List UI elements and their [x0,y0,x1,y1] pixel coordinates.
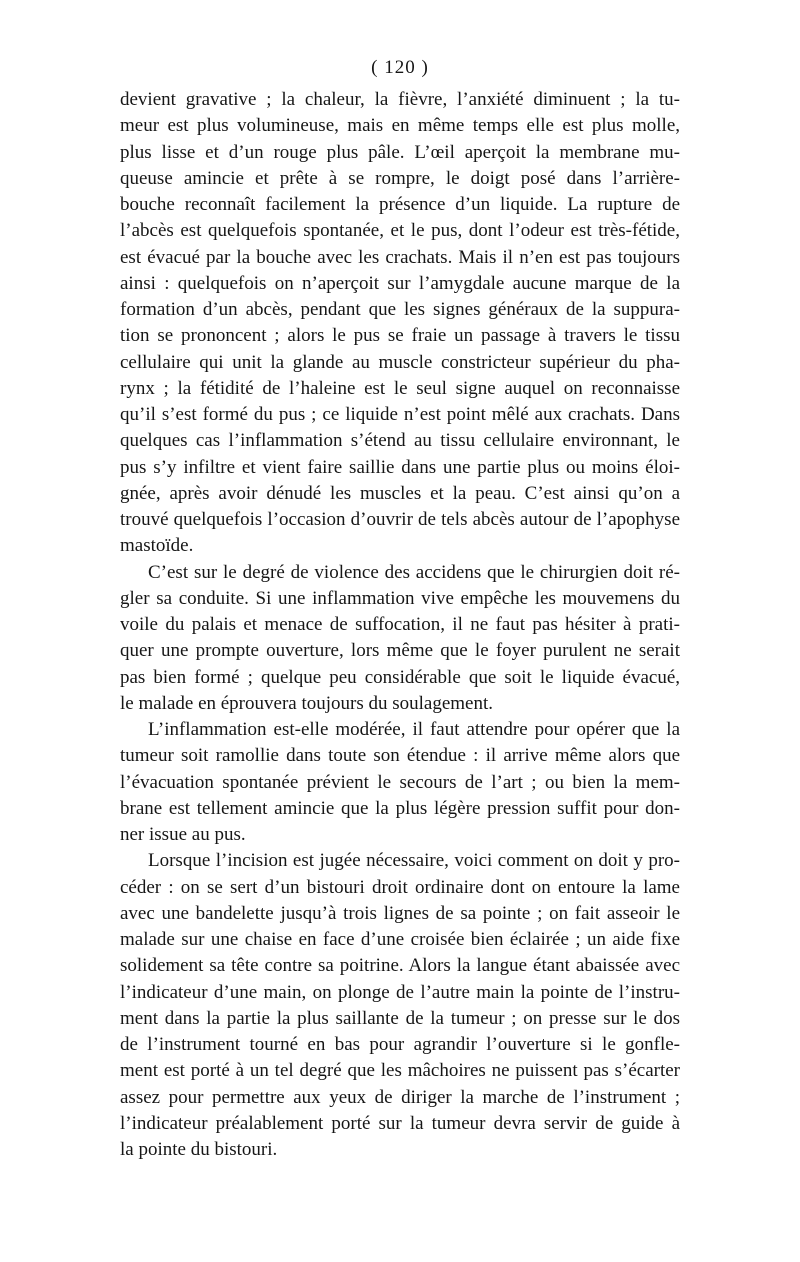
text-line: plus lisse et d’un rouge plus pâle. L’œil aperçoit la membrane mu- [120,141,680,163]
text-line: assez pour permettre aux yeux de diriger la marche de l’instrument ; [120,1086,680,1108]
paragraph-2 [120,560,680,718]
page-number: ( 120 ) [371,57,429,78]
text-line: ainsi : quelquefois on n’aperçoit sur l’amygdale aucune marque de la [120,272,680,294]
text-line: malade sur une chaise en face d’une croisée bien éclairée ; un aide fixe [120,929,680,950]
text-line: de l’instrument tourné en bas pour agrandir l’ouverture si le gonfle- [120,1034,680,1055]
text-line: ment est porté à un tel degré que les mâchoires ne puissent pas s’écarter [120,1060,680,1082]
text-line: queuse amincie et prête à se rompre, le doigt posé dans l’arrière- [120,167,680,189]
text-line: l’abcès est quelquefois spontanée, et le pus, dont l’odeur est très-fétide, [120,220,680,242]
paragraph-4 [120,848,680,1163]
body-text [120,87,680,1163]
text-line: quer une prompte ouverture, lors même que le foyer purulent ne serait [120,640,680,662]
text-line: trouvé quelquefois l’occasion d’ouvrir de tels abcès autour de l’apophyse [120,509,680,530]
text-line: gnée, après avoir dénudé les muscles et la peau. C’est ainsi qu’on a [120,482,680,504]
text-line: ner issue au pus. [120,824,246,845]
text-line: solidement sa tête contre sa poitrine. Alors la langue étant abaissée avec [120,955,680,977]
paragraph-1 [120,87,680,560]
text-line: devient gravative ; la chaleur, la fièvre, l’anxiété diminuent ; la tu- [120,89,680,110]
text-line: la pointe du bistouri. [120,1139,278,1160]
text-line: L’inflammation est-elle modérée, il faut attendre pour opérer que la [148,719,680,740]
text-line: brane est tellement amincie que la plus légère pression suffit pour don- [120,797,680,819]
text-line: céder : on se sert d’un bistouri droit ordinaire dont on entoure la lame [120,876,680,898]
text-line: C’est sur le degré de violence des accidens que le chirurgien doit ré- [148,561,680,583]
text-line: l’évacuation spontanée prévient le secours de l’art ; ou bien la mem- [120,771,680,793]
text-line: tumeur soit ramollie dans toute son étendue : il arrive même alors que [120,745,680,767]
text-line: l’indicateur préalablement porté sur la tumeur devra servir de guide à [120,1112,680,1134]
text-line: voile du palais et menace de suffocation, il ne faut pas hésiter à prati- [120,614,680,635]
text-line: bouche reconnaît facilement la présence d’un liquide. La rupture de [120,194,680,215]
text-line: l’indicateur d’une main, on plonge de l’autre main la pointe de l’instru- [120,981,680,1003]
paragraph-3 [120,717,680,848]
text-line: formation d’un abcès, pendant que les signes généraux de la suppura- [120,299,680,320]
text-line: le malade en éprouvera toujours du soulagement. [120,692,494,714]
text-line: mastoïde. [120,535,194,557]
text-line: gler sa conduite. Si une inflammation vive empêche les mouvemens du [120,587,680,609]
text-line: tion se prononcent ; alors le pus se fraie un passage à travers le tissu [120,325,680,347]
text-line: cellulaire qui unit la glande au muscle constricteur supérieur du pha- [120,351,680,373]
text-line: meur est plus volumineuse, mais en même temps elle est plus molle, [120,115,680,137]
text-line: qu’il s’est formé du pus ; ce liquide n’est point mêlé aux crachats. Dans [120,404,680,425]
text-line: Lorsque l’incision est jugée nécessaire, voici comment on doit y pro- [148,850,680,872]
text-line: pus s’y infiltre et vient faire saillie dans une partie plus ou moins éloi- [120,456,680,478]
text-line: ment dans la partie la plus saillante de la tumeur ; on presse sur le dos [120,1007,680,1029]
text-line: est évacué par la bouche avec les crachats. Mais il n’en est pas toujours [120,246,680,268]
text-line: pas bien formé ; quelque peu considérable que soit le liquide évacué, [120,666,680,688]
text-line: rynx ; la fétidité de l’haleine est le seul signe auquel on reconnaisse [120,377,680,399]
text-line: avec une bandelette jusqu’à trois lignes de sa pointe ; on fait asseoir le [120,902,680,924]
text-line: quelques cas l’inflammation s’étend au tissu cellulaire environnant, le [120,430,680,452]
